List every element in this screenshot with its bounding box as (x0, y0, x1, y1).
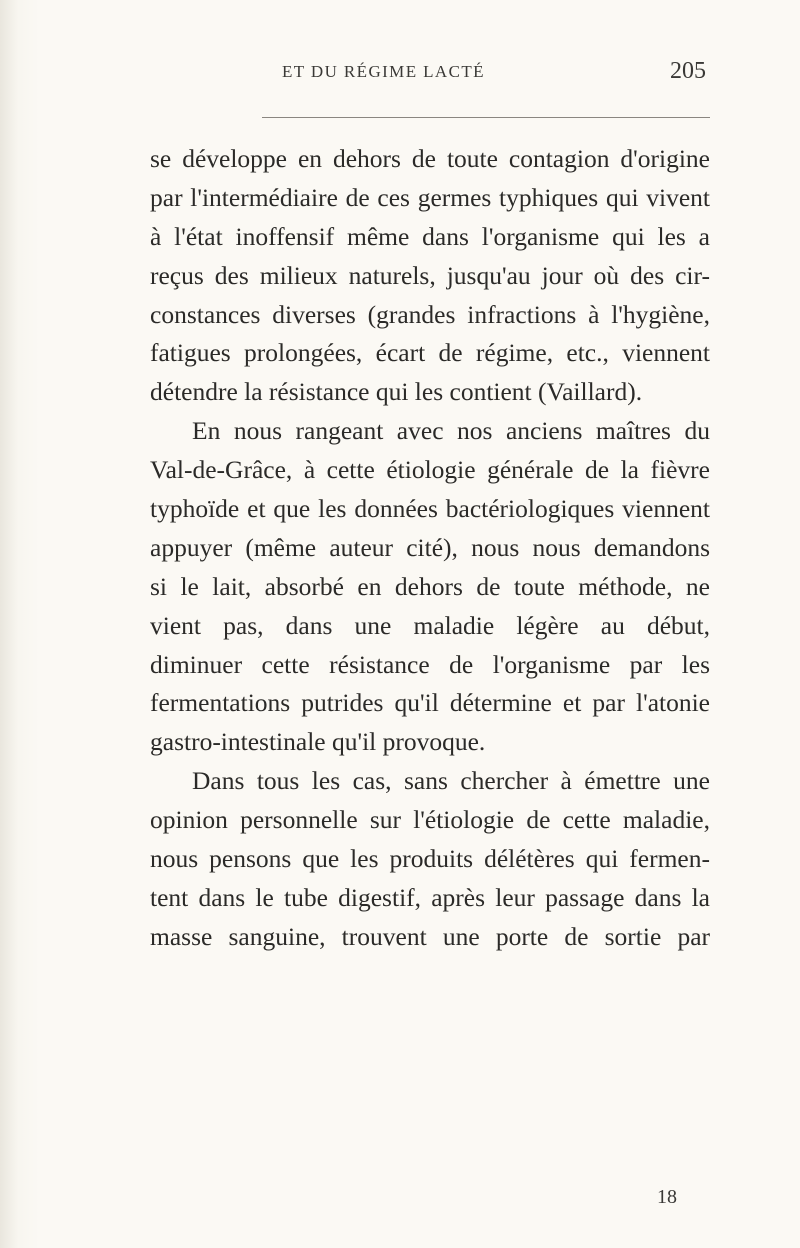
text-line: masse sanguine, trouvent une porte de sortie par (150, 921, 710, 951)
text-line: vient pas, dans une maladie légère au début, (150, 610, 710, 640)
text-line: reçus des milieux naturels, jusqu'au jour où des cir- (150, 260, 710, 290)
text-line: à l'état inoffensif même dans l'organisme qui les a (150, 221, 710, 251)
text-line: Val-de-Grâce, à cette étiologie générale de la fièvre (150, 455, 710, 485)
signature-mark: 18 (657, 1186, 677, 1208)
paragraph-start-line: Dans tous les cas, sans chercher à émettre une (192, 766, 710, 796)
text-line: se développe en dehors de toute contagion d'origine (150, 144, 710, 173)
text-line: appuyer (même auteur cité), nous nous demandons (150, 532, 710, 562)
text-line: tent dans le tube digestif, après leur passage dans la (150, 882, 710, 912)
text-line: constances diverses (grandes infractions à l'hygiène, (150, 299, 710, 329)
text-line: par l'intermédiaire de ces germes typhiques qui vivent (150, 182, 710, 212)
running-title: ET DU RÉGIME LACTÉ (282, 62, 485, 81)
paragraph-start-line: En nous rangeant avec nos anciens maîtres du (192, 416, 710, 446)
text-line: fermentations putrides qu'il détermine et par l'atonie (150, 688, 710, 718)
text-line: nous pensons que les produits délétères qui fermen- (150, 844, 710, 874)
text-line: typhoïde et que les données bactériologiques viennent (150, 494, 710, 524)
text-line: gastro-intestinale qu'il provoque. (150, 727, 486, 757)
text-line: opinion personnelle sur l'étiologie de cette maladie, (150, 805, 710, 835)
text-line: diminuer cette résistance de l'organisme par les (150, 649, 710, 679)
text-line: fatigues prolongées, écart de régime, etc., viennent (150, 338, 710, 368)
text-line: si le lait, absorbé en dehors de toute méthode, ne (150, 571, 710, 601)
header-rule (262, 117, 710, 118)
text-line: détendre la résistance qui les contient (Vaillard). (150, 377, 643, 407)
page-number: 205 (670, 58, 706, 84)
body-text (150, 140, 710, 957)
